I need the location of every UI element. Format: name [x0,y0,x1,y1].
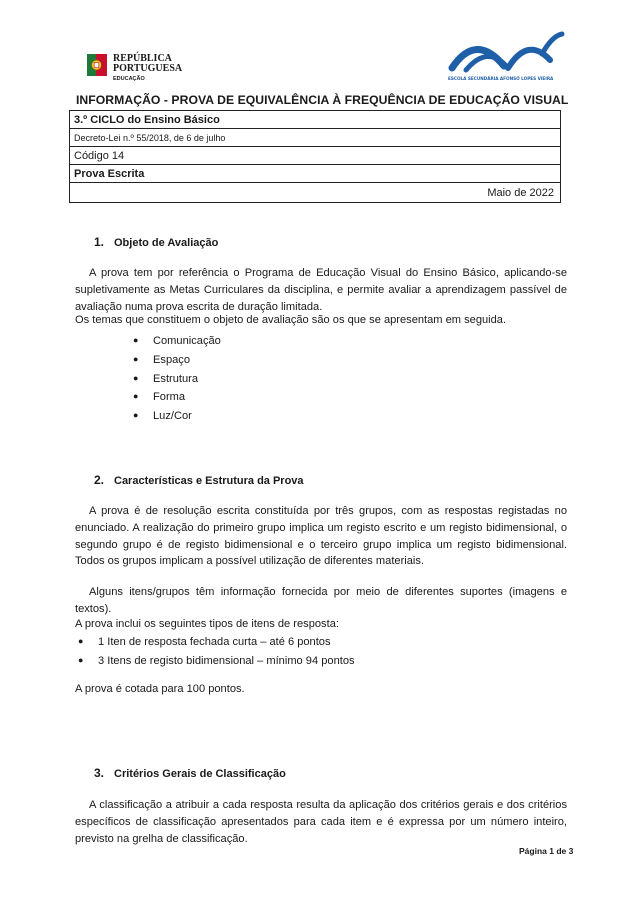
section-2-paragraph-1-text: A prova é de resolução escrita constituída por três grupos, com as respostas registadas no enunciado. A realização do primeiro grupo implica um registo escrito e um registo bidimensional, o segundo grupo é de registo bidimensional e o terceiro grupo implica um registo bidimensional. Todos os grupos implicam a possível utilização de diferentes materiais. [75,505,567,568]
list-item: ● Espaço [133,350,221,369]
tipo-cell: Prova Escrita [70,165,561,183]
items-list [78,632,355,669]
bullet-icon: ● [133,391,139,402]
section-2-paragraph-1 [75,503,567,570]
items-intro: A prova inclui os seguintes tipos de itens de resposta: [75,618,339,630]
section-3-paragraph [75,797,567,847]
bullet-icon: ● [78,654,84,665]
list-item: ● Estrutura [133,369,221,388]
bullet-icon: ● [133,372,139,383]
gov-logo-line3: EDUCAÇÃO [113,76,145,82]
section-1-title: Objeto de Avaliação [114,237,219,249]
section-3-number: 3. [94,766,105,780]
bullet-icon: ● [78,636,84,646]
section-3-paragraph-text: A classificação a atribuir a cada resposta resulta da aplicação dos critérios gerais e dos critérios específicos de classificação apresentados para cada item e é expressa por um número inteiro, previsto na grelha de classificação. [75,799,567,845]
section-1-paragraph-text: A prova tem por referência o Programa de Educação Visual do Ensino Básico, aplicando-se supletivamente as Metas Curriculares da disciplina, e permite avaliar a aprendizagem passível de avaliação numa prova escrita de duração limitada. [75,267,567,313]
section-2-paragraph-2 [75,584,567,618]
list-item: ● Comunicação [133,331,221,350]
list-item: ● 1 Iten de resposta fechada curta – até 6 pontos [78,632,355,651]
bullet-icon: ● [133,353,139,364]
gov-logo-line2: PORTUGUESA [113,63,183,74]
school-waves-icon [452,34,562,70]
bullet-icon: ● [133,335,139,345]
codigo-cell: Código 14 [70,147,561,165]
bullet-icon: ● [133,410,139,421]
section-2-number: 2. [94,473,105,487]
republica-portuguesa-logo [86,50,206,84]
total-points: A prova é cotada para 100 pontos. [75,683,245,695]
list-item: ● 3 Itens de registo bidimensional – mínimo 94 pontos [78,651,355,670]
section-3-title: Critérios Gerais de Classificação [114,768,286,780]
school-logo [446,30,566,82]
school-logo-text: ESCOLA SECUNDÁRIA AFONSO LOPES VIEIRA [448,76,554,81]
topics-list [133,331,221,425]
list-item: ● Forma [133,387,221,406]
exam-info-table [69,110,561,203]
section-2-paragraph-2-text: Alguns itens/grupos têm informação fornecida por meio de diferentes suportes (imagens e textos). [75,586,567,615]
document-title: INFORMAÇÃO - PROVA DE EQUIVALÊNCIA À FREQUÊNCIA DE EDUCAÇÃO VISUAL [76,93,569,107]
page-number: Página 1 de 3 [519,846,574,856]
section-2-heading [94,473,304,487]
date-cell: Maio de 2022 [70,183,561,203]
section-1-heading [94,235,218,249]
section-2-title: Características e Estrutura da Prova [114,475,304,487]
gov-logo-line1: REPÚBLICA [113,53,172,64]
list-item: ● Luz/Cor [133,406,221,425]
section-1-number: 1. [94,235,105,249]
decreto-cell: Decreto-Lei n.º 55/2018, de 6 de julho [70,129,561,147]
section-1-paragraph [75,265,567,315]
topics-intro: Os temas que constituem o objeto de avaliação são os que se apresentam em seguida. [75,314,507,326]
section-3-heading [94,766,286,780]
ciclo-cell: 3.º CICLO do Ensino Básico [70,111,561,129]
gov-emblem-icon [87,54,107,76]
